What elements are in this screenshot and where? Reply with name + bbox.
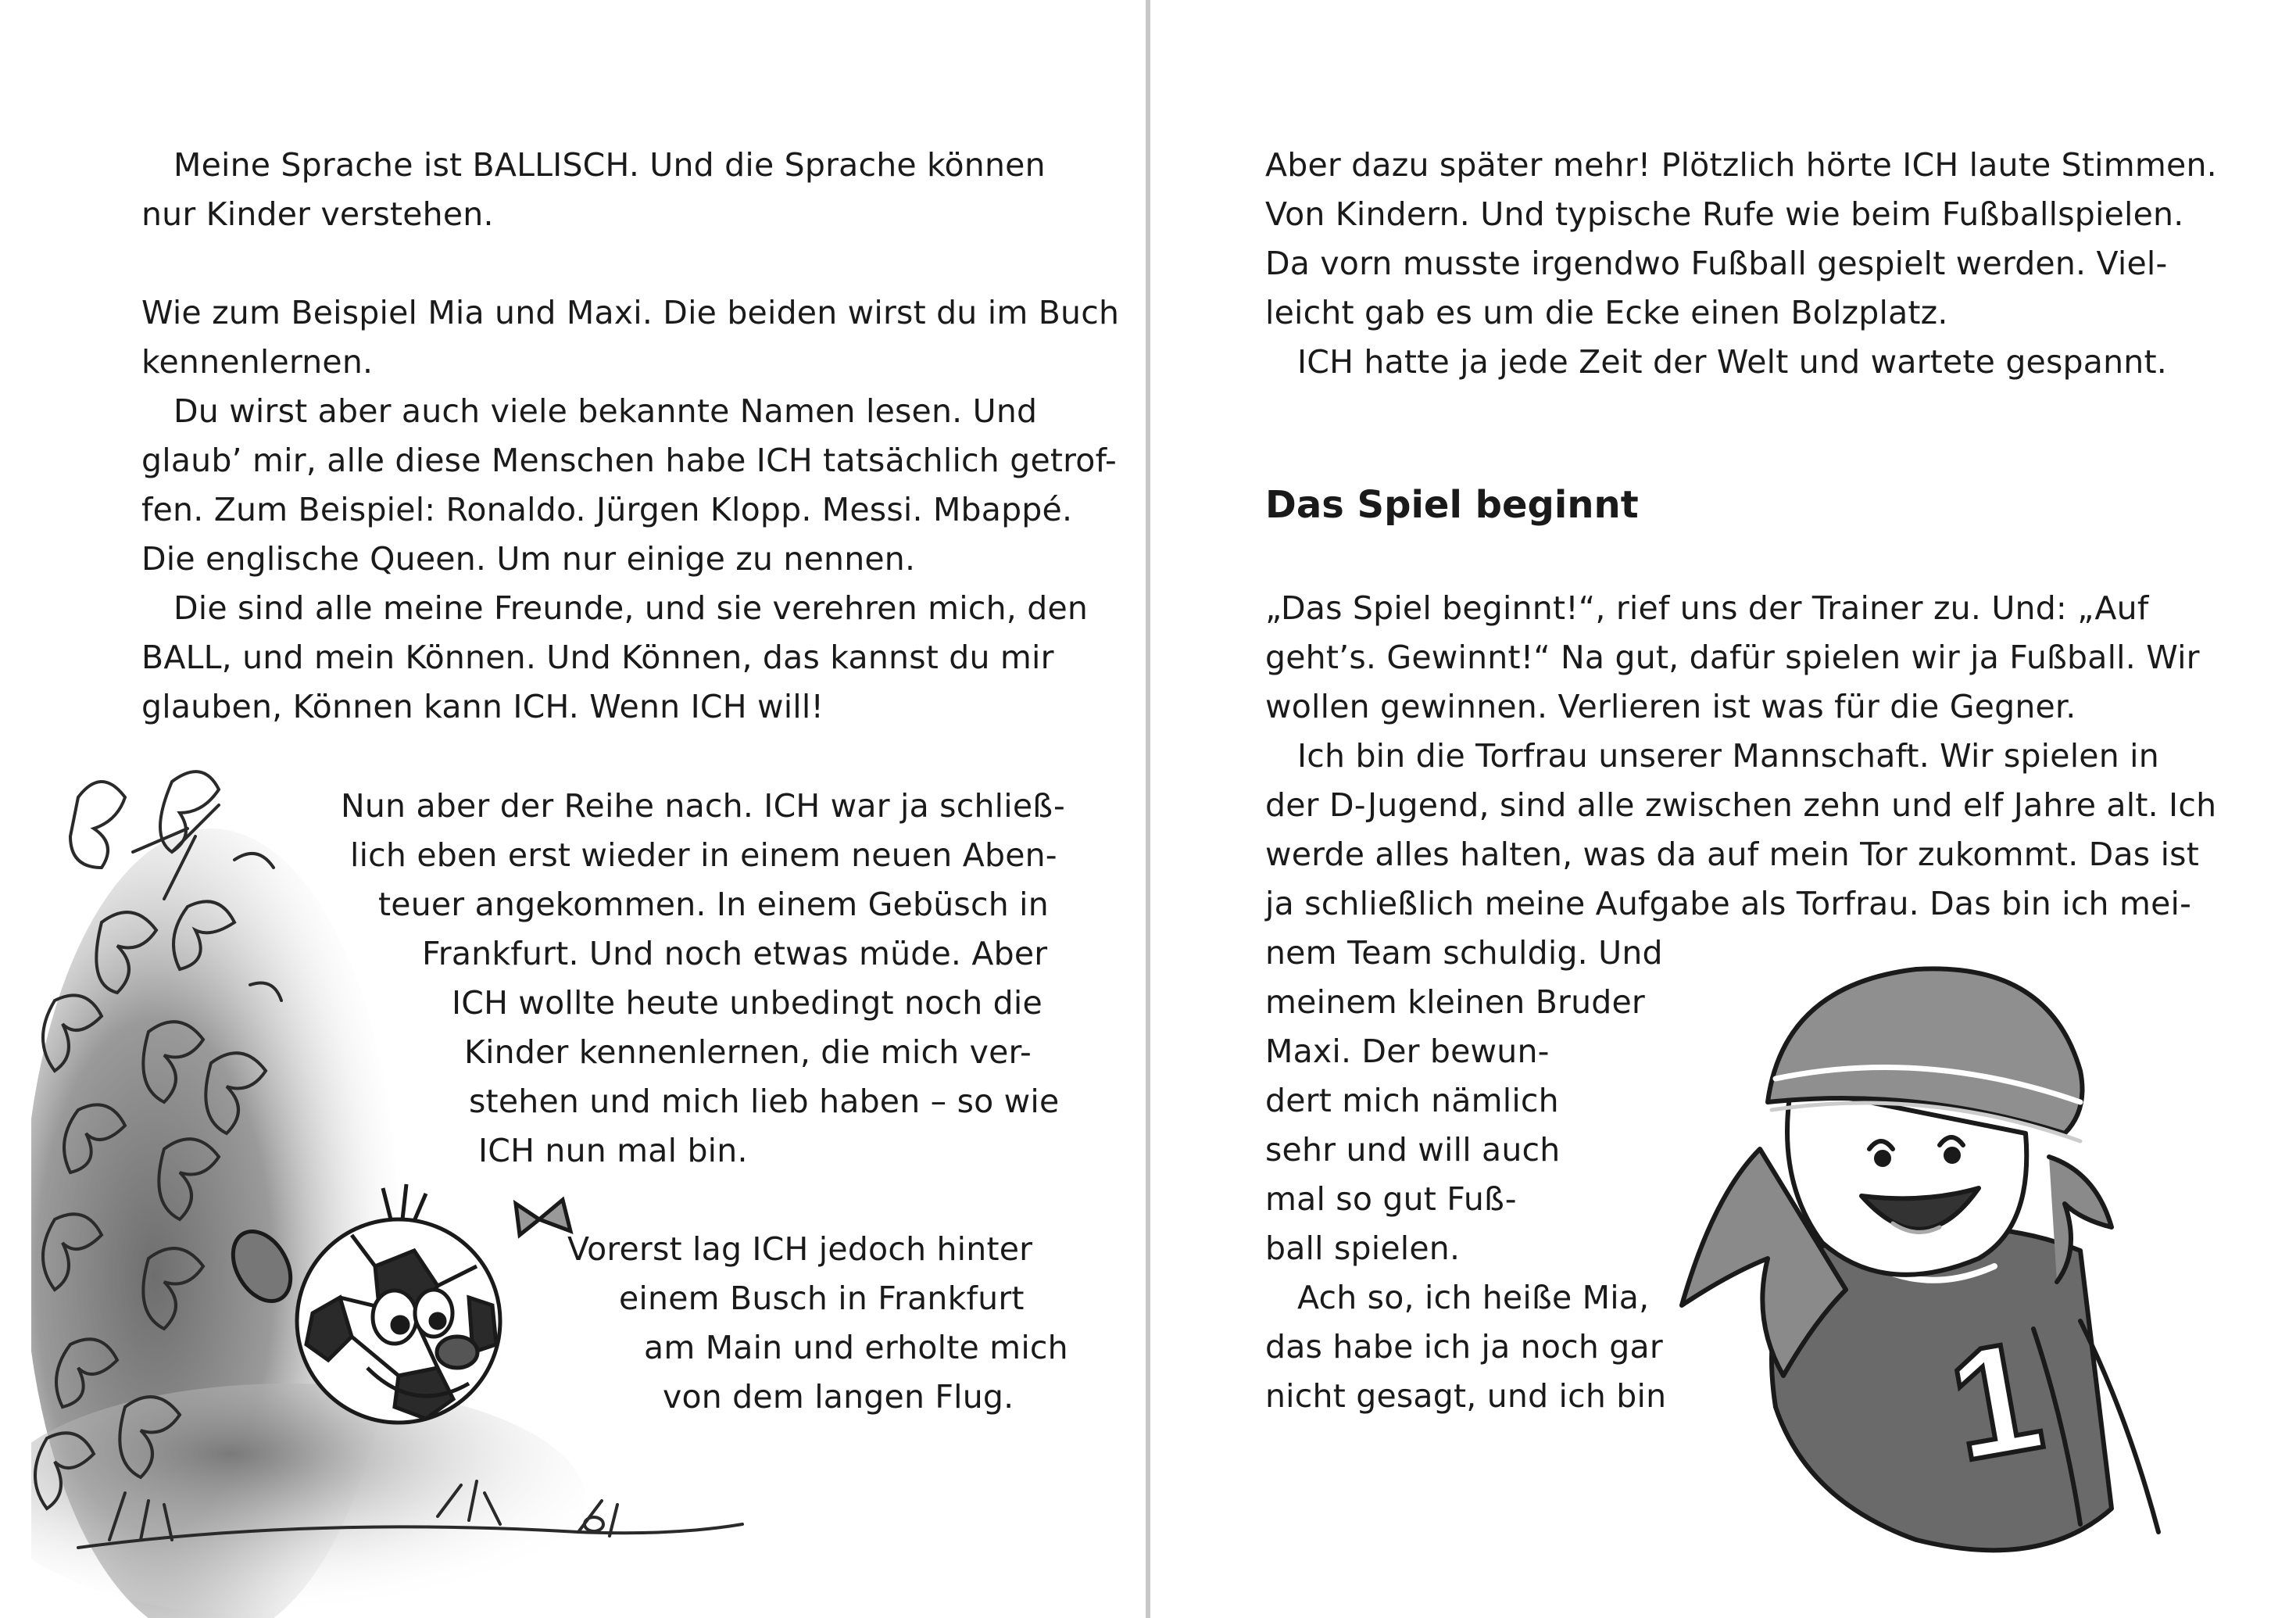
right-page <box>1150 0 2296 1618</box>
text-line: ICH wollte heute unbedingt noch die <box>452 984 1042 1022</box>
mia-goalkeeper-illustration <box>1658 954 2221 1563</box>
text-line: lich eben erst wieder in einem neuen Aben- <box>350 836 1057 874</box>
text-line: kennenlernen. <box>141 343 374 381</box>
text-line: Von Kindern. Und typische Rufe wie beim Fußballspielen. <box>1265 195 2184 233</box>
left-page <box>0 0 1146 1618</box>
text-line: das habe ich ja noch gar <box>1265 1328 1663 1366</box>
text-line: mal so gut Fuß- <box>1265 1180 1517 1218</box>
text-line: BALL, und mein Können. Und Können, das kannst du mir <box>141 639 1054 676</box>
text-line: nicht gesagt, und ich bin <box>1265 1377 1667 1415</box>
text-line: wollen gewinnen. Verlieren ist was für die Gegner. <box>1265 688 2076 725</box>
text-line: meinem kleinen Bruder <box>1265 983 1645 1021</box>
text-line: Frankfurt. Und noch etwas müde. Aber <box>422 935 1048 972</box>
text-line: am Main und erholte mich <box>644 1329 1068 1366</box>
text-line: ja schließlich meine Aufgabe als Torfrau. Das bin ich mei- <box>1265 885 2192 922</box>
text-line: fen. Zum Beispiel: Ronaldo. Jürgen Klopp. Messi. Mbappé. <box>141 491 1073 528</box>
text-line: Maxi. Der bewun- <box>1265 1033 1550 1070</box>
text-line: ICH nun mal bin. <box>478 1132 748 1169</box>
text-line: stehen und mich lieb haben – so wie <box>469 1083 1060 1120</box>
text-line: Die englische Queen. Um nur einige zu nennen. <box>141 540 916 578</box>
text-line: Nun aber der Reihe nach. ICH war ja schließ- <box>341 787 1066 825</box>
text-line: Aber dazu später mehr! Plötzlich hörte ICH laute Stimmen. <box>1265 146 2217 184</box>
text-line: Ich bin die Torfrau unserer Mannschaft. Wir spielen in <box>1297 737 2159 775</box>
text-line: der D-Jugend, sind alle zwischen zehn und elf Jahre alt. Ich <box>1265 786 2217 824</box>
text-line: geht’s. Gewinnt!“ Na gut, dafür spielen wir ja Fußball. Wir <box>1265 639 2200 676</box>
text-line: leicht gab es um die Ecke einen Bolzplatz. <box>1265 294 1948 331</box>
text-line: nur Kinder verstehen. <box>141 195 494 233</box>
jersey-number: 1 <box>1937 1307 2054 1495</box>
text-line: ball spielen. <box>1265 1230 1461 1267</box>
text-line: Ach so, ich heiße Mia, <box>1297 1279 1650 1316</box>
text-line: Wie zum Beispiel Mia und Maxi. Die beiden wirst du im Buch <box>141 294 1120 331</box>
text-line: „Das Spiel beginnt!“, rief uns der Trainer zu. Und: „Auf <box>1265 589 2149 627</box>
text-line: Vorerst lag ICH jedoch hinter <box>567 1230 1033 1268</box>
text-line: von dem langen Flug. <box>663 1378 1014 1416</box>
text-line: Da vorn musste irgendwo Fußball gespielt werden. Viel- <box>1265 245 2168 282</box>
text-line: werde alles halten, was da auf mein Tor zukommt. Das ist <box>1265 836 2199 873</box>
text-line: glaub’ mir, alle diese Menschen habe ICH tatsächlich getrof- <box>141 442 1117 479</box>
chapter-heading: Das Spiel beginnt <box>1265 483 1639 527</box>
text-line: einem Busch in Frankfurt <box>619 1280 1025 1317</box>
text-line: nem Team schuldig. Und <box>1265 934 1663 972</box>
text-line: Die sind alle meine Freunde, und sie verehren mich, den <box>173 589 1089 627</box>
text-line: ICH hatte ja jede Zeit der Welt und wartete gespannt. <box>1297 343 2167 381</box>
text-line: teuer angekommen. In einem Gebüsch in <box>378 886 1049 923</box>
text-line: Kinder kennenlernen, die mich ver- <box>464 1033 1032 1071</box>
text-line: Du wirst aber auch viele bekannte Namen lesen. Und <box>173 392 1038 430</box>
text-line: glauben, Können kann ICH. Wenn ICH will! <box>141 688 824 725</box>
text-line: Meine Sprache ist BALLISCH. Und die Sprache können <box>173 146 1046 184</box>
text-line: dert mich nämlich <box>1265 1082 1559 1119</box>
text-line: sehr und will auch <box>1265 1131 1561 1169</box>
